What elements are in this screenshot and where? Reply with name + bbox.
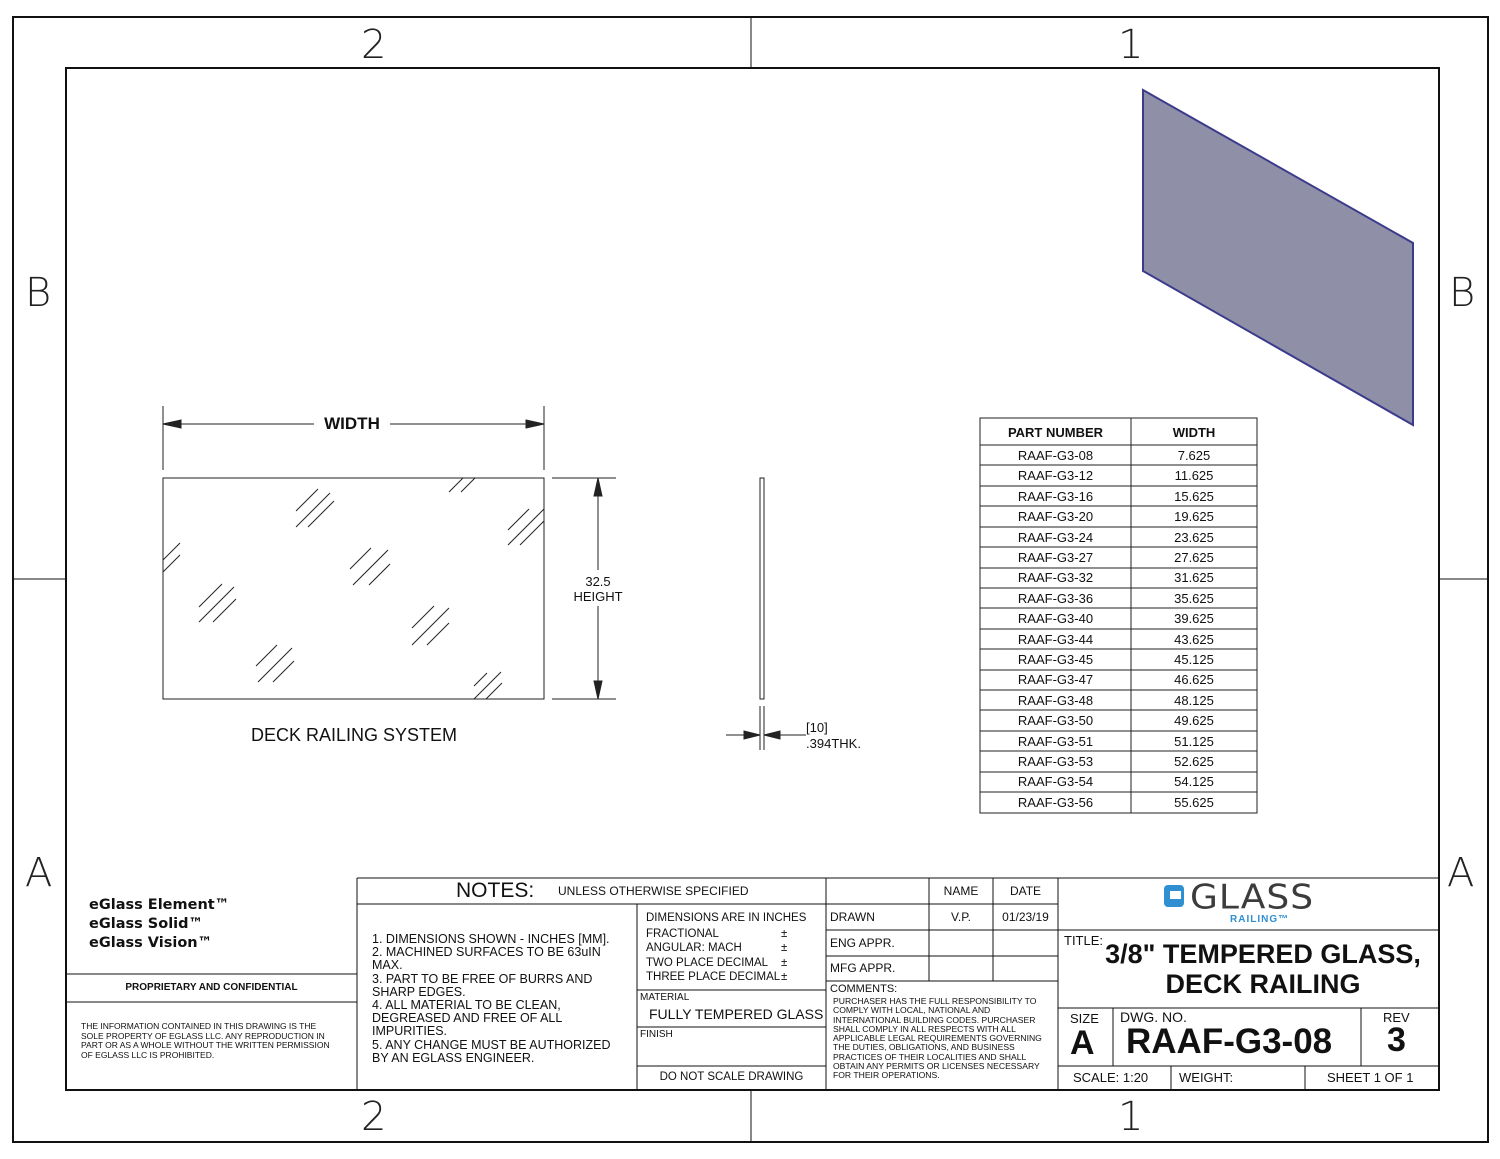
finish-label: FINISH (640, 1029, 673, 1040)
width-cell: 55.625 (1174, 794, 1214, 810)
width-cell: 39.625 (1174, 611, 1214, 627)
title-label: TITLE: (1064, 933, 1104, 948)
column-header-width: WIDTH (1172, 425, 1216, 440)
table-row (980, 547, 1257, 567)
note-item: 2. MACHINED SURFACES TO BE 63uIN MAX. (372, 945, 601, 973)
note-item: 4. ALL MATERIAL TO BE CLEAN, DEGREASED AND FREE OF ALL IMPURITIES. (372, 998, 562, 1039)
width-cell: 52.625 (1174, 754, 1214, 769)
revision-label: REV (1383, 1010, 1410, 1025)
table-row (980, 445, 1257, 465)
height-label: HEIGHT (573, 589, 623, 604)
drawing-number: RAAF-G3-08 (1126, 1022, 1333, 1061)
revision-value: 3 (1387, 1021, 1406, 1059)
zone-label-right-a: A (1447, 850, 1475, 896)
zone-label-bottom-1: 1 (1118, 1094, 1144, 1140)
part-number-cell: RAAF-G3-36 (1017, 590, 1094, 606)
date-column-header: DATE (1009, 884, 1042, 898)
plus-minus-symbol: ± (781, 970, 788, 983)
width-cell: 48.125 (1174, 692, 1214, 708)
product-list (89, 896, 229, 953)
part-number-cell: RAAF-G3-53 (1017, 754, 1094, 769)
width-cell: 46.625 (1174, 672, 1214, 688)
width-cell: 51.125 (1174, 733, 1214, 749)
tolerance-line: ANGULAR: MACH (646, 942, 742, 955)
width-cell: 15.625 (1174, 488, 1214, 504)
zone-label-top-2: 2 (361, 22, 387, 68)
drawing-title-line-1: 3/8" TEMPERED GLASS, (1105, 939, 1421, 969)
part-number-cell: RAAF-G3-20 (1017, 509, 1094, 525)
drawing-number-label: DWG. NO. (1120, 1009, 1187, 1025)
drawn-name: V.P. (950, 910, 972, 924)
part-number-cell: RAAF-G3-54 (1017, 774, 1094, 790)
table-row (980, 506, 1257, 526)
drawing-title-line-2: DECK RAILING (1165, 969, 1361, 999)
plus-minus-symbol: ± (781, 928, 788, 940)
table-row (980, 751, 1257, 771)
table-row (980, 527, 1257, 547)
table-row (980, 629, 1257, 649)
table-row (980, 771, 1257, 791)
width-cell: 27.625 (1174, 550, 1214, 565)
width-cell: 49.625 (1174, 713, 1214, 729)
material-label: MATERIAL (640, 992, 690, 1003)
part-number-cell: RAAF-G3-56 (1017, 794, 1094, 810)
note-item: 1. DIMENSIONS SHOWN - INCHES [MM]. (372, 932, 610, 946)
part-number-cell: RAAF-G3-45 (1017, 652, 1094, 667)
plus-minus-symbol: ± (781, 956, 788, 969)
drawn-label: DRAWN (830, 910, 875, 924)
table-row (980, 465, 1257, 485)
tolerance-line: FRACTIONAL (646, 928, 719, 940)
scale-label: SCALE: 1:20 (1073, 1070, 1149, 1085)
table-row (980, 567, 1257, 587)
eng-approval-label: ENG APPR. (830, 936, 895, 950)
part-number-cell: RAAF-G3-32 (1017, 570, 1094, 586)
part-number-cell: RAAF-G3-12 (1017, 468, 1094, 484)
part-number-cell: RAAF-G3-44 (1017, 631, 1094, 647)
part-number-cell: RAAF-G3-40 (1017, 611, 1094, 627)
zone-label-left-b: B (25, 270, 52, 316)
thickness-value (806, 736, 861, 751)
table-row (980, 608, 1257, 628)
width-cell: 35.625 (1174, 590, 1214, 606)
drawing-caption: DECK RAILING SYSTEM (251, 725, 458, 745)
part-number-cell: RAAF-G3-51 (1017, 733, 1094, 749)
height-value: 32.5 (585, 574, 611, 589)
width-cell: 23.625 (1174, 529, 1214, 545)
plus-minus-symbol: ± (781, 942, 788, 955)
width-dimension-label: WIDTH (324, 414, 380, 433)
part-number-cell: RAAF-G3-27 (1017, 550, 1094, 565)
logo-wordmark: GLASS (1190, 878, 1315, 917)
thickness-in: .394 (806, 736, 832, 751)
notes-subtitle: UNLESS OTHERWISE SPECIFIED (558, 884, 749, 898)
width-cell: 31.625 (1174, 570, 1214, 586)
thickness-mm: [10] (806, 720, 828, 735)
tolerance-line: THREE PLACE DECIMAL (646, 970, 781, 983)
part-number-cell: RAAF-G3-47 (1017, 672, 1094, 688)
table-row (980, 731, 1257, 751)
table-row (980, 486, 1257, 506)
proprietary-heading: PROPRIETARY AND CONFIDENTIAL (125, 982, 298, 993)
tolerance-line: TWO PLACE DECIMAL (646, 956, 769, 969)
do-not-scale-note: DO NOT SCALE DRAWING (659, 1071, 804, 1083)
weight-label: WEIGHT: (1179, 1070, 1234, 1085)
proprietary-notice: THE INFORMATION CONTAINED IN THIS DRAWING IS THE SOLE PROPERTY OF EGLASS LLC. ANY REPRODUCTION IN PART OR AS A WHOLE WITHOUT THE WRITTEN PERMISSION OF EGLASS LLC IS PROHIBITED. (81, 1021, 330, 1060)
width-cell: 11.625 (1174, 468, 1214, 484)
note-item: 5. ANY CHANGE MUST BE AUTHORIZED BY AN EGLASS ENGINEER. (372, 1037, 611, 1065)
table-row (980, 710, 1257, 730)
table-row (980, 669, 1257, 689)
tolerance-plus-minus (781, 927, 787, 984)
note-item: 3. PART TO BE FREE OF BURRS AND SHARP EDGES. (372, 971, 593, 999)
table-row (980, 588, 1257, 608)
zone-label-left-a: A (25, 850, 53, 896)
comments-label: COMMENTS: (830, 983, 898, 995)
drawn-date: 01/23/19 (1002, 910, 1049, 924)
product-item: eGlass Vision™ (89, 935, 213, 951)
name-column-header: NAME (943, 884, 979, 898)
zone-label-bottom-2: 2 (361, 1094, 387, 1140)
isometric-glass-panel (1143, 90, 1413, 425)
column-header-part-number: PART NUMBER (1007, 425, 1104, 440)
front-view-panel (163, 478, 544, 699)
tolerance-heading: DIMENSIONS ARE IN INCHES (646, 912, 807, 924)
eglass-logo-mark (1164, 885, 1184, 907)
zone-label-right-b: B (1449, 270, 1476, 316)
part-number-cell: RAAF-G3-50 (1017, 713, 1094, 729)
width-cell: 43.625 (1174, 631, 1214, 647)
part-number-cell: RAAF-G3-24 (1017, 529, 1094, 545)
notes-list (372, 933, 624, 1065)
side-view-panel (760, 478, 764, 699)
table-header-row (980, 422, 1257, 442)
width-cell: 54.125 (1174, 774, 1214, 790)
mfg-approval-label: MFG APPR. (830, 961, 896, 975)
table-row (980, 792, 1257, 812)
width-cell: 45.125 (1174, 652, 1214, 667)
width-cell: 7.625 (1177, 448, 1211, 463)
comments-body: PURCHASER HAS THE FULL RESPONSIBILITY TO COMPLY WITH LOCAL, NATIONAL AND INTERNATIONAL BUILDING CODES. PURCHASER SHALL COMPLY IN ALL RESPECTS WITH ALL APPLICABLE LEGAL REQUIREMENTS GOVERNING THE DUTIES, OBLIGATIONS, AND BUSINESS PRACTICES OF THEIR LOCALITIES AND SHALL OBTAIN ANY PERMITS OR LICENSES NECESSARY FOR THEIR OPERATIONS. (833, 996, 1042, 1081)
table-row (980, 690, 1257, 710)
material-value: FULLY TEMPERED GLASS (649, 1006, 824, 1022)
tolerance-lines (646, 927, 780, 984)
table-row (980, 649, 1257, 669)
size-label: SIZE (1070, 1011, 1099, 1026)
sheet-label: SHEET 1 OF 1 (1327, 1070, 1414, 1085)
part-number-cell: RAAF-G3-48 (1017, 692, 1094, 708)
zone-label-top-1: 1 (1118, 22, 1144, 68)
notes-title: NOTES: (456, 879, 535, 902)
thickness-unit: THK. (831, 736, 861, 751)
product-item: eGlass Solid™ (89, 916, 204, 932)
size-value: A (1070, 1024, 1095, 1062)
thickness-dimension (726, 706, 806, 750)
part-number-cell: RAAF-G3-08 (1017, 448, 1094, 463)
logo-subtitle: RAILING™ (1230, 914, 1290, 925)
part-number-cell: RAAF-G3-16 (1017, 488, 1094, 504)
product-item: eGlass Element™ (89, 897, 230, 913)
width-cell: 19.625 (1174, 509, 1214, 525)
